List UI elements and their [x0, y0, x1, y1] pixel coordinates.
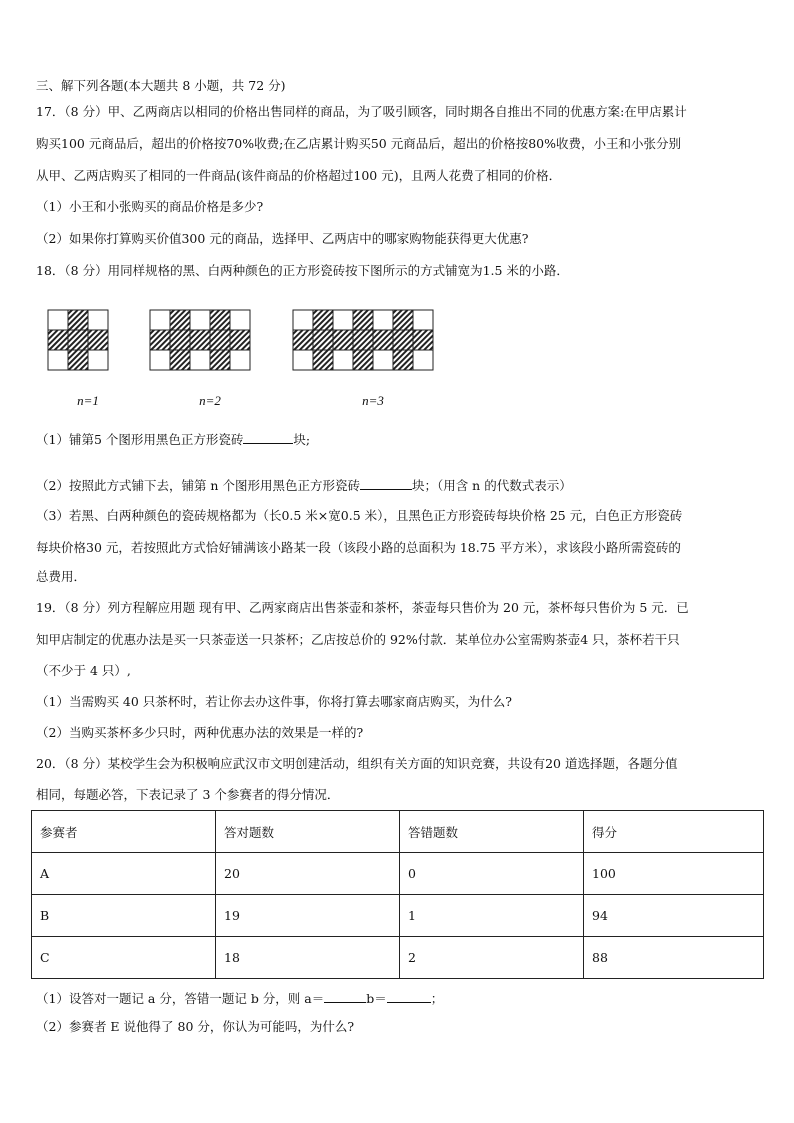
black-tile	[373, 330, 393, 350]
black-tile	[313, 310, 333, 330]
white-tile	[373, 310, 393, 330]
black-tile	[353, 310, 373, 330]
white-tile	[413, 350, 433, 370]
black-tile	[413, 330, 433, 350]
white-tile	[150, 350, 170, 370]
q17-text-line-3: 从甲、乙两店购买了相同的一件商品(该件商品的价格超过100 元)，且两人花费了相同的价格．	[36, 168, 562, 183]
tile-pattern-figure	[40, 303, 460, 415]
table-header-cell: 答错题数	[400, 811, 584, 853]
black-tile	[353, 350, 373, 370]
figure-label-n2: n=2	[199, 393, 221, 408]
black-tile	[170, 330, 190, 350]
q18-sub-1	[36, 430, 310, 448]
black-tile	[68, 330, 88, 350]
white-tile	[333, 310, 353, 330]
table-cell: 2	[400, 937, 584, 979]
black-tile	[170, 310, 190, 330]
black-tile	[190, 330, 210, 350]
q20-sub-2: （2）参赛者 E 说他得了 80 分，你认为可能吗，为什么?	[36, 1019, 355, 1034]
white-tile	[48, 310, 68, 330]
q18-sub-1-suffix: 块;	[293, 432, 311, 447]
table-cell: 20	[216, 853, 400, 895]
black-tile	[68, 350, 88, 370]
tile-figure-n1	[48, 310, 108, 370]
white-tile	[230, 350, 250, 370]
answer-blank[interactable]	[243, 430, 293, 444]
black-tile	[210, 310, 230, 330]
q19-sub-2: （2）当购买茶杯多少只时，两种优惠办法的效果是一样的?	[36, 725, 364, 740]
q20-sub-1-text: （1）设答对一题记 a 分，答错一题记 b 分，则 a＝	[36, 991, 325, 1006]
q17-text-line-2: 购买100 元商品后，超出的价格按70%收费;在乙店累计购买50 元商品后，超出的价格按80%收费，小王和小张分别	[36, 136, 681, 151]
white-tile	[293, 350, 313, 370]
white-tile	[413, 310, 433, 330]
table-row	[32, 853, 764, 895]
black-tile	[313, 330, 333, 350]
q18-sub-2-text: （2）按照此方式铺下去，铺第 n 个图形用黑色正方形瓷砖	[36, 478, 360, 493]
table-row	[32, 895, 764, 937]
q17-text-line-1: 17．（8 分）甲、乙两商店以相同的价格出售同样的商品，为了吸引顾客，同时期各自推出不同的优惠方案:在甲店累计	[36, 104, 687, 119]
table-cell: 1	[400, 895, 584, 937]
black-tile	[48, 330, 68, 350]
black-tile	[88, 330, 108, 350]
white-tile	[230, 310, 250, 330]
q18-sub-2	[36, 476, 572, 494]
white-tile	[293, 310, 313, 330]
q19-text-line-1: 19．（8 分）列方程解应用题 现有甲、乙两家商店出售茶壶和茶杯，茶壶每只售价为 20 元，茶杯每只售价为 5 元．已	[36, 600, 689, 615]
white-tile	[373, 350, 393, 370]
tile-figure-n2	[150, 310, 250, 370]
white-tile	[190, 310, 210, 330]
q17-sub-1: （1）小王和小张购买的商品价格是多少?	[36, 199, 264, 214]
figure-label-n3: n=3	[362, 393, 384, 408]
black-tile	[210, 330, 230, 350]
table-cell: A	[32, 853, 216, 895]
black-tile	[170, 350, 190, 370]
black-tile	[393, 310, 413, 330]
white-tile	[190, 350, 210, 370]
white-tile	[150, 310, 170, 330]
table-cell: 19	[216, 895, 400, 937]
white-tile	[88, 310, 108, 330]
black-tile	[333, 330, 353, 350]
q19-text-line-2: 知甲店制定的优惠办法是买一只茶壶送一只茶杯；乙店按总价的 92%付款．某单位办公室需购茶壶4 只，茶杯若干只	[36, 632, 680, 647]
q17-sub-2: （2）如果你打算购买价值300 元的商品，选择甲、乙两店中的哪家购物能获得更大优惠?	[36, 231, 529, 246]
answer-blank-a[interactable]	[324, 989, 366, 1003]
black-tile	[68, 310, 88, 330]
q20-text-line-2: 相同，每题必答，下表记录了 3 个参赛者的得分情况．	[36, 787, 340, 802]
white-tile	[333, 350, 353, 370]
figure-label-n1: n=1	[77, 393, 99, 408]
q18-sub-3-line-1: （3）若黑、白两种颜色的瓷砖规格都为（长0.5 米×宽0.5 米），且黑色正方形瓷砖每块价格 25 元，白色正方形瓷砖	[36, 508, 683, 523]
table-row	[32, 937, 764, 979]
table-cell: C	[32, 937, 216, 979]
q20-sub-1-suffix: ；	[430, 991, 444, 1006]
q18-text-line-1: 18．（8 分）用同样规格的黑、白两种颜色的正方形瓷砖按下图所示的方式铺宽为1.5 米的小路．	[36, 263, 569, 278]
white-tile	[48, 350, 68, 370]
black-tile	[230, 330, 250, 350]
table-header-cell: 得分	[584, 811, 764, 853]
q18-sub-2-suffix: 块；（用含 n 的代数式表示）	[411, 478, 572, 493]
table-cell: B	[32, 895, 216, 937]
section-header: 三、解下列各题(本大题共 8 小题，共 72 分)	[36, 78, 286, 93]
q18-sub-1-text: （1）铺第5 个图形用黑色正方形瓷砖	[36, 432, 244, 447]
black-tile	[393, 350, 413, 370]
black-tile	[313, 350, 333, 370]
table-cell: 88	[584, 937, 764, 979]
score-table	[31, 810, 764, 979]
q20-sub-1-b-label: b＝	[366, 991, 387, 1006]
q20-text-line-1: 20．（8 分）某校学生会为积极响应武汉市文明创建活动，组织有关方面的知识竞赛，共设有20 道选择题，各题分值	[36, 756, 678, 771]
answer-blank[interactable]	[360, 476, 412, 490]
table-cell: 18	[216, 937, 400, 979]
q19-sub-1: （1）当需购买 40 只茶杯时，若让你去办这件事，你将打算去哪家商店购买，为什么?	[36, 694, 513, 709]
table-cell: 100	[584, 853, 764, 895]
table-header-cell: 参赛者	[32, 811, 216, 853]
table-header-cell: 答对题数	[216, 811, 400, 853]
table-header-row	[32, 811, 764, 853]
black-tile	[393, 330, 413, 350]
q18-sub-3-line-2: 每块价格30 元，若按照此方式恰好铺满该小路某一段（该段小路的总面积为 18.75 平方米），求该段小路所需瓷砖的	[36, 540, 681, 555]
black-tile	[353, 330, 373, 350]
black-tile	[293, 330, 313, 350]
black-tile	[210, 350, 230, 370]
q18-sub-3-line-3: 总费用．	[36, 569, 87, 584]
black-tile	[150, 330, 170, 350]
table-cell: 0	[400, 853, 584, 895]
white-tile	[88, 350, 108, 370]
q20-sub-1	[36, 989, 443, 1007]
q19-text-line-3: （不少于 4 只）,	[36, 663, 131, 678]
answer-blank-b[interactable]	[387, 989, 431, 1003]
tile-figure-n3	[293, 310, 433, 370]
table-cell: 94	[584, 895, 764, 937]
